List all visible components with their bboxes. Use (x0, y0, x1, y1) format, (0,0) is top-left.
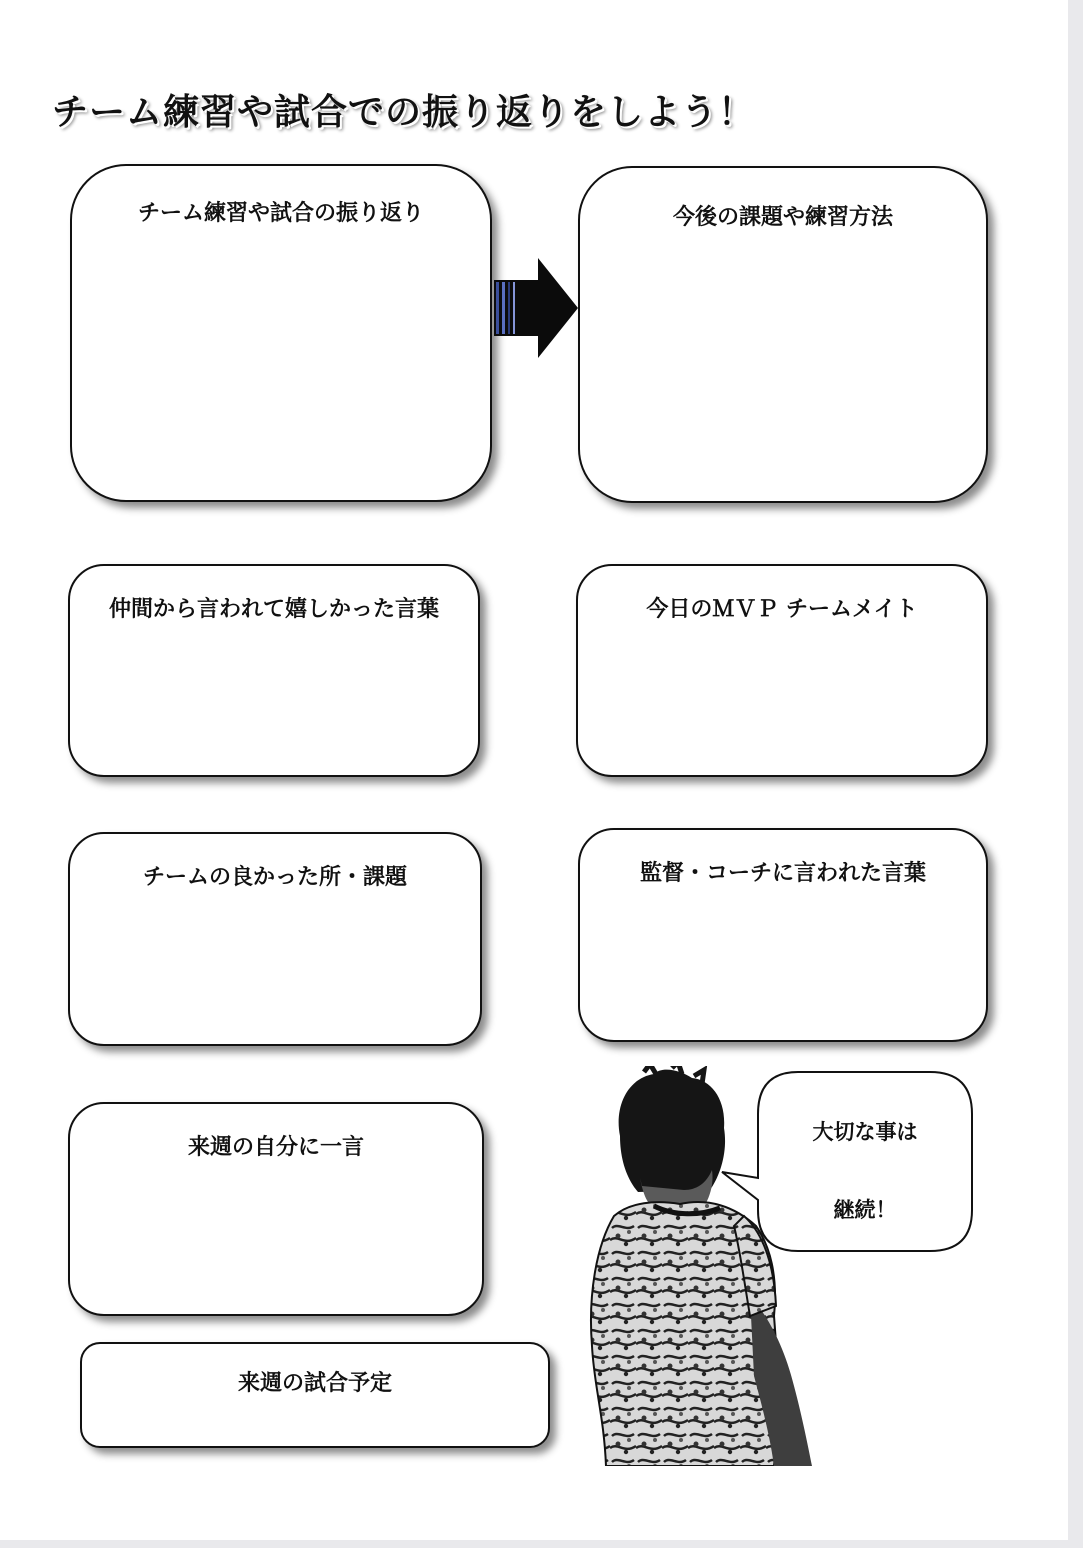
mvp-box (576, 564, 988, 777)
team-good-points-box-label: チームの良かった所・課題 (142, 865, 407, 890)
next-match-box (80, 1342, 550, 1448)
speech-bubble (720, 1070, 976, 1255)
message-to-self-box (68, 1102, 484, 1316)
team-good-points-box (68, 832, 482, 1046)
teammate-words-box (68, 564, 480, 777)
message-to-self-box-label: 来週の自分に一言 (187, 1135, 364, 1160)
coach-words-box-label: 監督・コーチに言われた言葉 (639, 861, 926, 886)
speech-line-2: 継続！ (833, 1198, 897, 1222)
right-arrow-icon (492, 258, 580, 358)
next-match-write-area[interactable] (102, 1400, 528, 1436)
coach-words-box (578, 828, 988, 1042)
mvp-box-label: 今日のＭＶＰ チームメイト (646, 597, 918, 622)
mvp-write-area[interactable] (598, 632, 966, 755)
teammate-words-write-area[interactable] (90, 632, 458, 755)
review-box-label: チーム練習や試合の振り返り (137, 201, 424, 226)
next-tasks-box (578, 166, 988, 503)
review-write-area[interactable] (92, 236, 470, 480)
next-match-box-label: 来週の試合予定 (237, 1371, 392, 1396)
team-good-points-write-area[interactable] (90, 900, 460, 1024)
next-tasks-box-label: 今後の課題や練習方法 (672, 205, 893, 230)
next-tasks-write-area[interactable] (600, 240, 966, 481)
review-box (70, 164, 492, 502)
coach-words-write-area[interactable] (600, 896, 966, 1020)
teammate-words-box-label: 仲間から言われて嬉しかった言葉 (108, 597, 439, 622)
message-to-self-write-area[interactable] (90, 1170, 462, 1294)
page-title: チーム練習や試合での振り返りをしよう！ (52, 92, 756, 133)
speech-line-1: 大切な事は (812, 1120, 918, 1144)
